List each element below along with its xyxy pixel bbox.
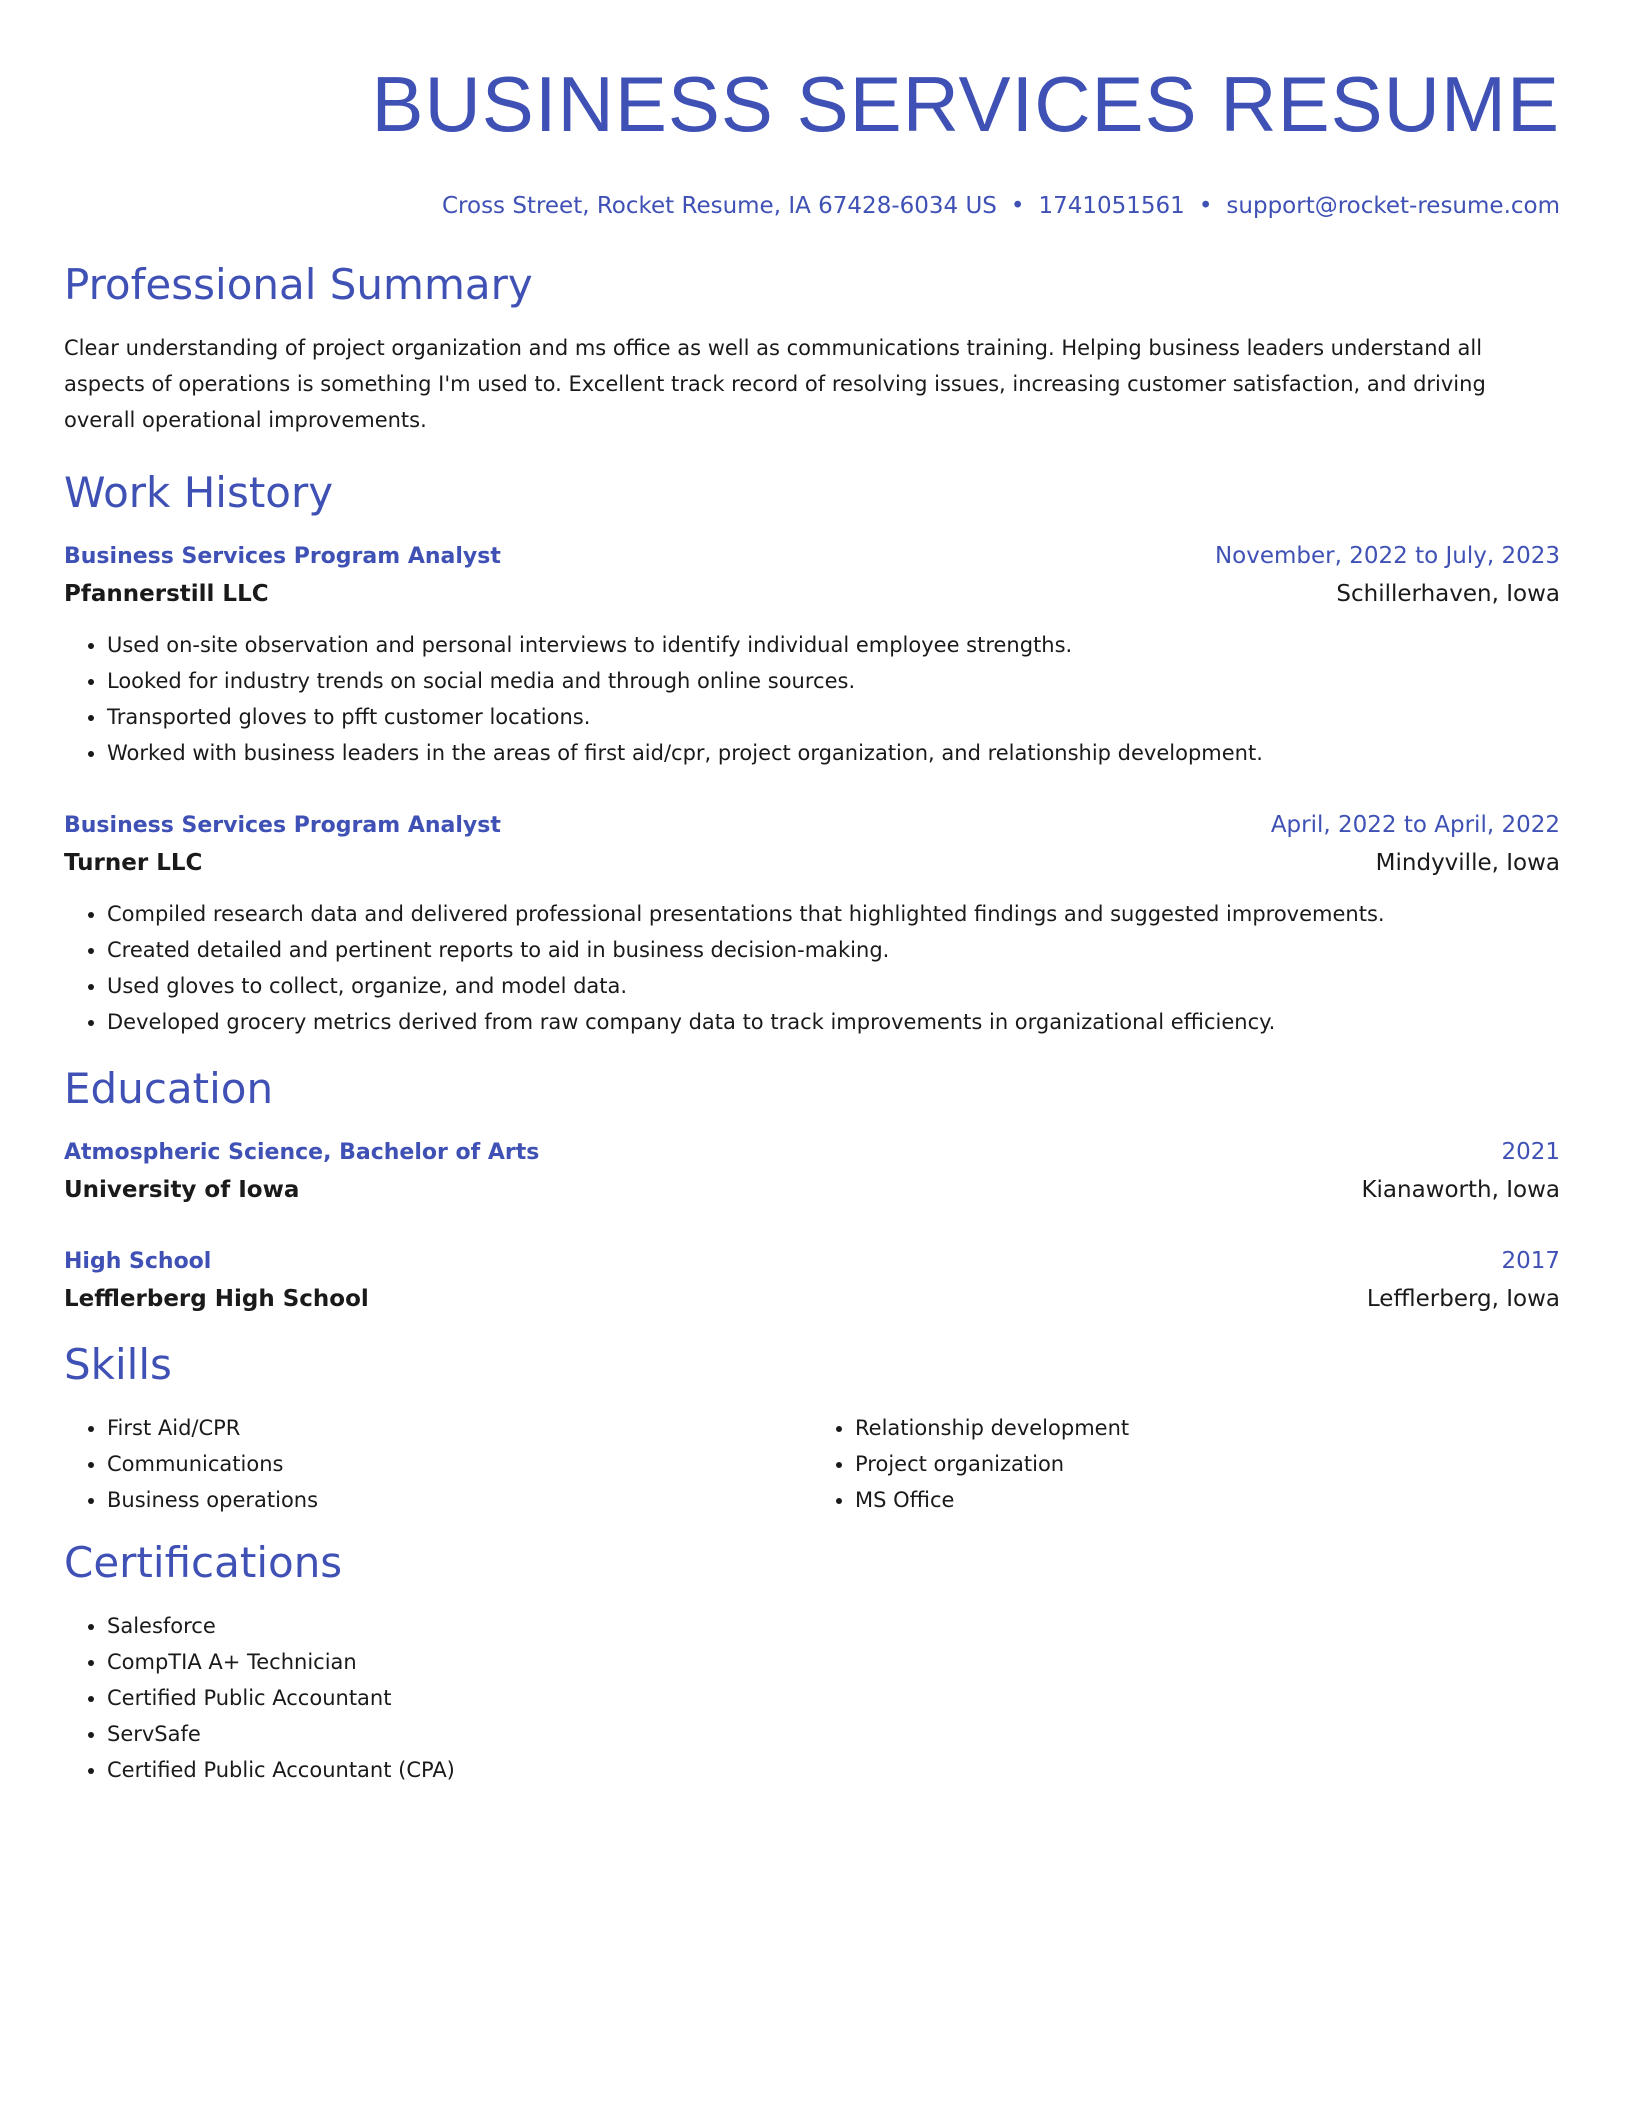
work-history-section [64,468,1560,1040]
job-company: Pfannerstill LLC [64,581,269,607]
job-bullet: • Compiled research data and delivered professional presentations that highlighted findings and suggested improvements. [107,896,1560,932]
certification-item: • Salesforce [107,1608,1560,1644]
job-bullet: • Worked with business leaders in the areas of first aid/cpr, project organization, and relationship development. [107,735,1560,771]
job-bullet: • Transported gloves to pfft customer locations. [107,699,1560,735]
job-title: Business Services Program Analyst [64,544,501,569]
job-bullet: • Used gloves to collect, organize, and model data. [107,968,1560,1004]
job-dates: November, 2022 to July, 2023 [1214,543,1560,569]
job-bullet: • Looked for industry trends on social media and through online sources. [107,663,1560,699]
skill-item: • MS Office [855,1482,1560,1518]
job-bullet: • Developed grocery metrics derived from raw company data to track improvements in organizational efficiency. [107,1004,1560,1040]
job-title: Business Services Program Analyst [64,813,501,838]
job-bullets [64,896,1560,1040]
skill-item: • Relationship development [855,1410,1560,1446]
certification-item: • Certified Public Accountant (CPA) [107,1752,1560,1788]
contact-email[interactable]: support@rocket-resume.com [1226,193,1560,219]
section-heading-education: Education [64,1064,274,1113]
education-location: Lefflerberg, Iowa [1366,1286,1560,1312]
skills-section [64,1340,1560,1518]
certification-item: • Certified Public Accountant [107,1680,1560,1716]
job-location: Schillerhaven, Iowa [1336,581,1560,607]
education-location: Kianaworth, Iowa [1361,1177,1560,1203]
skills-list-left [64,1410,812,1518]
education-entry [64,1134,1560,1209]
skills-columns [64,1410,1560,1518]
job-company: Turner LLC [64,850,203,876]
skill-item: • First Aid/CPR [107,1410,812,1446]
certification-item: • ServSafe [107,1716,1560,1752]
education-entry [64,1243,1560,1318]
education-year: 2021 [1501,1139,1560,1165]
summary-text: Clear understanding of project organization and ms office as well as communications training. Helping business leaders understand all aspects of operations is something I'm used to. Excellent track record of resolving issues, increasing customer satisfaction, and driving overall operational improvements. [64,336,1486,432]
education-school: Lefflerberg High School [64,1286,369,1312]
certifications-list [64,1608,1560,1788]
education-section [64,1064,1560,1318]
certifications-section [64,1538,1560,1788]
certification-item: • CompTIA A+ Technician [107,1644,1560,1680]
education-year: 2017 [1501,1248,1560,1274]
section-heading-skills: Skills [64,1340,172,1389]
contact-phone: 1741051561 [1038,193,1185,219]
skill-item: • Communications [107,1446,812,1482]
section-heading-certifications: Certifications [64,1538,343,1587]
skill-item: • Business operations [107,1482,812,1518]
section-heading-summary: Professional Summary [64,260,533,309]
job-location: Mindyville, Iowa [1375,850,1560,876]
education-degree: High School [64,1249,212,1274]
contact-line [64,190,1560,222]
section-heading-work: Work History [64,468,334,517]
job-entry [64,807,1560,1040]
job-entry [64,538,1560,771]
skill-item: • Project organization [855,1446,1560,1482]
contact-separator: • [1198,193,1213,219]
education-school: University of Iowa [64,1177,300,1203]
summary-section [64,260,1560,438]
resume-title: BUSINESS SERVICES RESUME [371,60,1560,148]
resume-page [64,0,1560,1788]
job-bullets [64,627,1560,771]
education-degree: Atmospheric Science, Bachelor of Arts [64,1140,540,1165]
contact-separator: • [1010,193,1025,219]
contact-address: Cross Street, Rocket Resume, IA 67428-6034 US [441,193,997,219]
job-bullet: • Used on-site observation and personal interviews to identify individual employee strengths. [107,627,1560,663]
skills-list-right [812,1410,1560,1518]
job-bullet: • Created detailed and pertinent reports to aid in business decision-making. [107,932,1560,968]
job-dates: April, 2022 to April, 2022 [1270,812,1560,838]
